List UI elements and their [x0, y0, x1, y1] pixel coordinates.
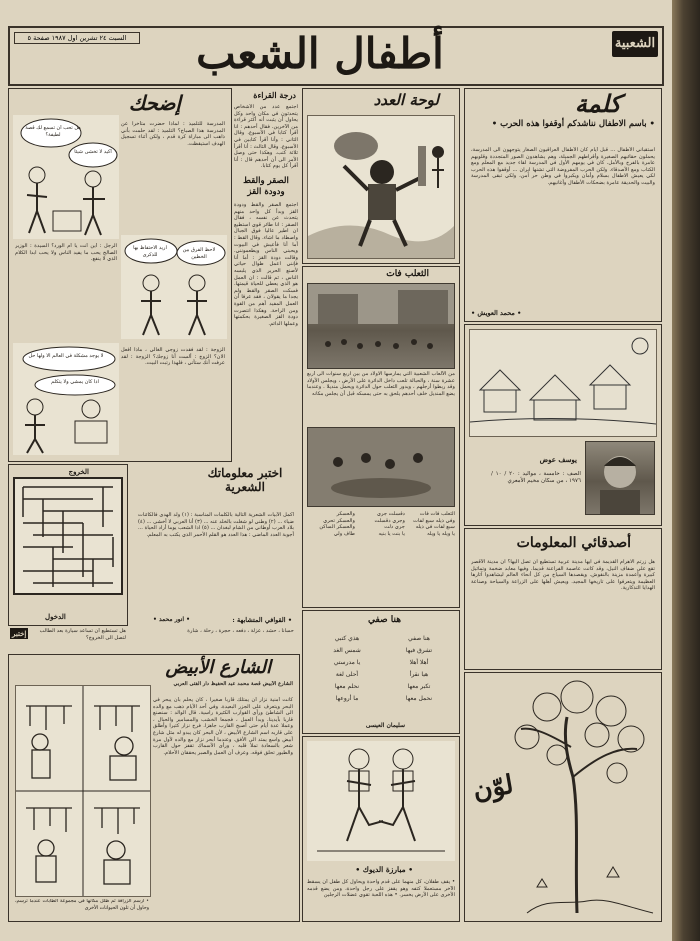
issue-drawing-illustration	[307, 115, 455, 259]
child-portrait	[585, 441, 655, 515]
fox-game-photo-1	[307, 283, 455, 369]
fox-song-col3: والعسكر والعسكر تحري والعسكر الساكن طاف ولي	[319, 511, 355, 537]
cartoon-3-bubble-a: لا يوجد مشكلة في العالم الا ولها حل	[28, 353, 104, 359]
fox-game-heading: الثعلب فات	[386, 269, 429, 279]
cartoon-2-bubble-a: اريد الاحتفاظ بها للذكرى	[133, 245, 167, 258]
kalima-body: استقباني الأطفال ... قبل أيام كان الأطفال العراقيون الصغار يتوجهون الى المدرسة، يحملون حقائبهم الصغيرة وأقراطهم الجميلة، وهم يشاهدون الصور المتجددة وقلوبهم عامرة بالفرح وبالأمل. كان في يومهم الأول في المدرسة لقاء جديد مع المعلم ومع الكتاب ومع الأصدقاء. ولكن الحرب المفروضة التي تشنها ايران ... أوقفوا هذه الحرب لكي يعيش الاطفال بسلام وأمان ويكبروا في وطن حر آمن، ولكي تبقى المدرسة والبيت والحديقة عامرة بضحكات الأطفال وأغانيهم.	[471, 147, 655, 186]
poetry-quiz-body: أكمل الأبيات الشعرية التالية بالكلمات المناسبة : (١) ولد الهدى فالكائنات ضياء ... (٢) وطني لو شغلت بالخلد عنه ... (٣) أنا العربي لا أخشى ... (٤) بلاد العرب أوطاني من الشام لبغدان ... (٥) اذا الشعب يوما أراد الحياة ... أجوبة العدد الماضي : هذا العدد هو القلم الأحمر الذي يكتب به المعلم.	[138, 512, 294, 538]
rhymes-body: حسانا ، حشد ، عزلة ، دفعه ، حجرة ، رحلة ، شارة	[187, 628, 294, 634]
rooster-duel-body: • يقف طفلان، كل منهما على قدم واحدة ويحاول كل طفل أن يسقط الآخر مستعملا كتفه وهو يقفز على رجل واحدة، ومن يضع قدمه الأخرى على الأرض يخسر. • هذه اللعبة تقوي عضلات الرجلين	[307, 879, 455, 899]
classroom-poem-right: هنا صفي تشرق فيها أهلا أهلا هيا نقرأ تكبر معها نحمل معها	[405, 635, 433, 702]
binding-spine	[672, 0, 700, 941]
rooster-duel-title: • مبارزة الديوك •	[355, 865, 413, 874]
cartoon-1-bubble-a: هل تحب أن تسمع لك قصة لطيفة؟	[25, 125, 81, 138]
poetry-quiz-box	[130, 464, 298, 650]
fox-song-col1: الثعلب فات فات وفي ذيله سبع لفات سبع لفات في ذيله يا ويله يا ويله	[413, 511, 455, 537]
reading-column	[234, 88, 298, 460]
white-street-caption: • ارسم الزرافة ثم ظلل مكانها في مجموعة الطابات عندما ترسم، وحاول أن تلون الحيوانات الأخرى	[15, 899, 149, 911]
coloring-box	[464, 672, 662, 922]
masthead	[8, 26, 664, 86]
laugh-box	[8, 88, 232, 462]
child-drawing-panel	[464, 324, 662, 526]
rooster-duel-art	[307, 741, 455, 861]
dateline: السبت ٢٤ تشرين اول ١٩٨٧ صفحة ٥	[14, 32, 140, 44]
classroom-poem-heading: هنا صفي	[367, 615, 401, 625]
cartoon-2-bubble-b: لاحظ الفرق بين الخطين	[182, 247, 216, 260]
issue-drawing-heading: لوحة العدد	[373, 91, 439, 109]
drawing-artist-details: الصف : خامسة ، مواليد : ٢٠ / ١٠ / ١٩٧٦ ، من سكان مخيم الأمعري	[491, 471, 581, 484]
falcon-story-body: اجتمع الصقر والقط ودودة القز وبدأ كل واحد منهم يتحدث عن نفسه ، فقال الصقر : انا طائر قوي استطيع ان اطير عاليا فوق الجبال واصطاد ما اشاء. وقال القط : أما أنا فأعيش في البيوت ويحبني الناس ويطعمونني. وقالت دودة القز : أما أنا فإنني اعمل طوال حياتي لأصنع الحرير الذي يلبسه الناس ، ثم قالت : ان العمل هو الذي يعطي للحياة قيمتها. فسكت الصقر والقط ولم يجدا ما يقولان ، فقد عرفا أن العمل المفيد أهم من القوة ومن الراحة. وهكذا انتصرت دودة القز الصغيرة بحكمتها وعملها الدائم.	[234, 202, 298, 327]
classroom-poem-left: هذي كتبي شمس الغد يا مدرستي أحلى لغة نحلم معها ما أروعها	[333, 635, 361, 702]
info-friends-box	[464, 528, 662, 670]
white-street-body: كانت أمنية نزار أن يمتلك قاربا صغيرا ، كان يحلم بأن يبحر في البحر ويتعرف على الجزر البعيدة. وفي أحد الأيام ذهب مع والده الى الشاطئ ورأى القوارب الكثيرة راسية. قال الوالد : سنصنع قاربا بأيدينا. وبدأ العمل ، فجمعا الخشب والمسامير والحبال ، وعملا عدة أيام حتى أصبح القارب جاهزا. فرح نزار كثيرا وأطلق على قاربه اسم الشارع الأبيض ، لأن البحر كان يبدو له مثل شارع أبيض واسع يمتد الى الأفق. وعندما أبحر نزار مع والده لأول مرة شعر بالسعادة تملأ قلبه ، ورأى الأسماك تقفز حول القارب والطيور تحلق فوقه. وعرف أن العمل والصبر يحققان الأحلام.	[153, 697, 293, 756]
joke-2: الرجل : أين أنت يا أم الورد؟ السيدة : الوزير الصالح يحب ما يفيد الناس ولا يحب ابدا الكلام الذي لا ينفع.	[15, 243, 117, 263]
reading-heading: درجة القراءة	[253, 90, 296, 100]
cartoon-1-bubble-b: أكيد لا تخشى شيئا	[74, 149, 112, 155]
giraffe-puzzle	[15, 685, 151, 897]
maze-small-label: إختبر	[12, 629, 27, 638]
coloring-heading: لوّن	[470, 769, 516, 807]
rhymes-heading: • القوافي المتشابهة :	[232, 616, 292, 624]
reading-body: اجتمع عدد من الأشخاص يتحدثون في مكان واحد وكل يحاول أن يثبت أنه أكثر قراءة من الآخرين. فقال أحدهم : انا أقرأ كتابا في الأسبوع. وقال الثاني : وأنا أقرأ كتابين في الأسبوع. وقال الثالث : أنا أقرأ ثلاثة كتب. وهكذا حتى وصل الأمر الى أن أحدهم قال : أنا أقرأ كل يوم كتابا.	[234, 104, 298, 170]
white-street-intro: الشارع الأبيض قصة محمد عبد الحفيظ دار الفتى العربي	[173, 681, 293, 687]
falcon-story-signoff: • انور محمد •	[153, 616, 190, 623]
classroom-poem-author: سليمان العيسى	[365, 722, 405, 729]
village-drawing-art	[470, 330, 656, 436]
fox-game-photo-2	[307, 427, 455, 507]
info-friends-heading: أصدقائي المعلومات	[516, 535, 631, 551]
maze-caption: هل تستطيع أن تساعد سيارة بعد الطالب لتصل الى الخروج؟	[39, 628, 126, 641]
fox-game-box	[302, 266, 460, 608]
classroom-poem-box	[302, 610, 460, 734]
section-badge: الشعبية	[612, 31, 658, 57]
tree-coloring-art	[507, 677, 657, 917]
fox-song-col2: دقسلت جري وجري دقسلت جري دلت يا بنت يا بنيه	[374, 511, 405, 537]
drawing-artist-name: يوسف عوض	[539, 455, 577, 464]
laugh-heading: إضحك	[128, 91, 181, 115]
kalima-author: • محمد العويش •	[471, 309, 522, 317]
maze-box	[8, 464, 128, 626]
white-street-box	[8, 654, 300, 922]
page-title: أطفال الشعب	[196, 29, 444, 78]
kalima-column	[464, 88, 662, 322]
rooster-duel-box	[302, 736, 460, 922]
issue-drawing-box	[302, 88, 460, 264]
white-street-heading: الشارع الأبيض	[165, 657, 271, 678]
maze-entry-label: الدخول	[45, 612, 66, 621]
village-drawing	[469, 329, 657, 437]
cartoon-3-bubble-b: اذا كان يمشي ولا يتكلم	[51, 379, 99, 385]
maze-grid[interactable]	[13, 477, 123, 595]
joke-3: الزوجة : لقد فقدت زوجي الغالي ، ماذا أفعل الان؟ الزوج : ألست أنا زوجك؟ الزوجة : لقد عرفت أنك ستأتي ، فلهذا رتبت البيت.	[121, 347, 225, 367]
joke-1: المدرسة للتلميذ : لماذا حضرت متأخرا عن المدرسة هذا الصباح؟ التلميذ : لقد حلمت بأني ذاهب الى مباراة كرة قدم ، ولكن أثناء تسجيل الهدف استيقظت.	[121, 121, 225, 147]
fox-game-body: من الألعاب الشعبية التي يمارسها الاولاد من بين اربع سنوات الى أربع عشرة سنة ، والحبالة تلعب داخل الدائرة على الأرض ، ويجلس الأولاد وقد ربطوا أرجلهم ، ويدور الثعلب حول الدائرة ويحمل منديلا . وعندما يضع المنديل خلف أحدهم يلحق به حتى يمسكه قبل أن يجلس مكانه	[307, 371, 455, 397]
maze-exit-label: الخروج	[68, 467, 89, 476]
info-friends-body: هل زرتم الاهرام القديمة في ايها مدينة عربية تستطيع ان تصل اليها؟ ان مدينة الأقصر تقع على ضفاف النيل، وقد كانت عاصمة الفراعنة قديما. وفيها معابد ضخمة وتماثيل كبيرة وأعمدة مزينة بالنقوش. ويقصدها السياح من كل أنحاء العالم ليشاهدوا آثارها العظيمة ويتعرفوا على تاريخها المجيد. ويعيش أهلها على الزراعة والسياحة وصناعة الهدايا التذكارية.	[471, 559, 655, 592]
kalima-subhead: • باسم الاطفال نناشدكم أوقفوا هذه الحرب •	[491, 119, 655, 129]
falcon-story-heading: الصقر والقط ودودة القز	[243, 176, 289, 197]
kalima-heading: كلمة	[574, 89, 621, 118]
poetry-quiz-heading: اختبر معلوماتك الشعرية	[207, 466, 283, 494]
